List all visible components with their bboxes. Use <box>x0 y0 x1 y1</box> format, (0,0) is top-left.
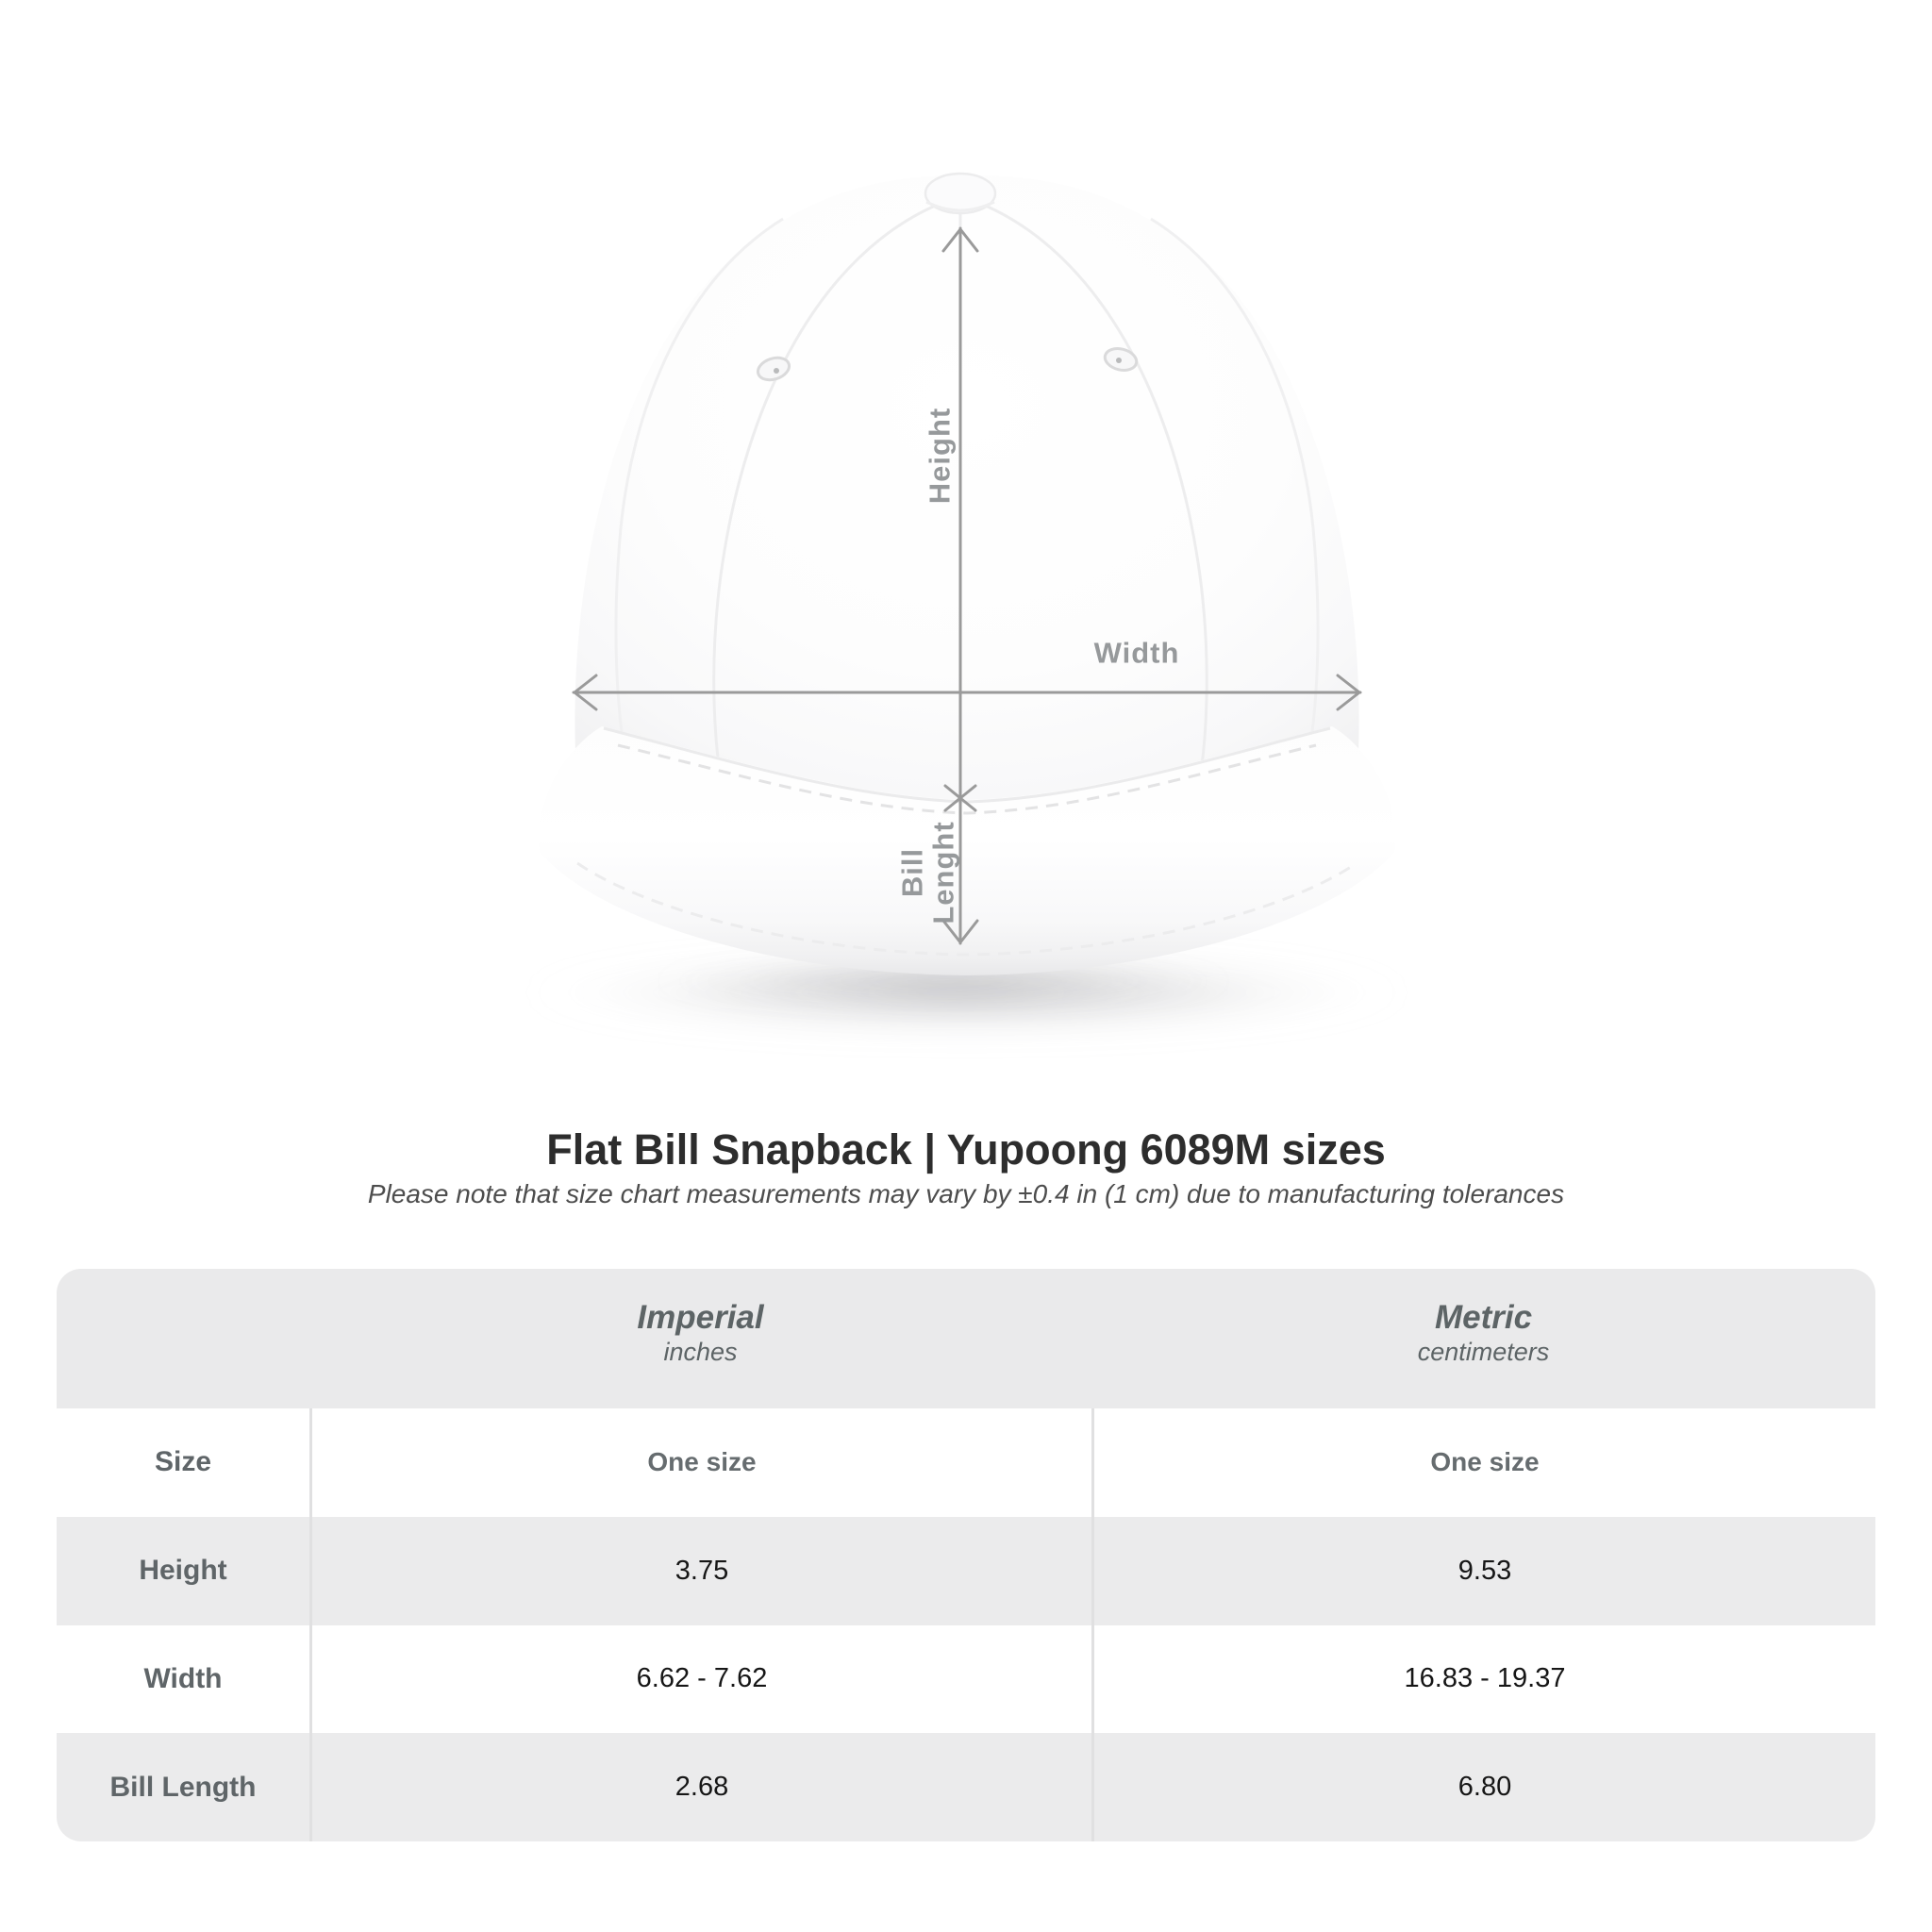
page-title: Flat Bill Snapback | Yupoong 6089M sizes <box>546 1125 1386 1174</box>
hat-button <box>925 174 995 213</box>
imperial-value: 3.75 <box>675 1555 729 1586</box>
header-cell-metric <box>1091 1269 1875 1408</box>
imperial-label: Imperial <box>637 1299 764 1336</box>
metric-unit-label: centimeters <box>1417 1338 1550 1367</box>
imperial-value-cell <box>309 1625 1091 1734</box>
row-label: Width <box>143 1662 223 1694</box>
metric-value-cell <box>1091 1733 1875 1841</box>
table-row-height <box>57 1517 1875 1625</box>
row-label-cell <box>57 1733 309 1841</box>
header-cell-imperial <box>309 1269 1091 1408</box>
metric-value: One size <box>1430 1447 1540 1477</box>
tolerance-note: Please note that size chart measurements may vary by ±0.4 in (1 cm) due to manufacturing tolerances <box>367 1179 1565 1208</box>
imperial-value: 2.68 <box>675 1772 729 1803</box>
metric-value: 16.83 - 19.37 <box>1404 1663 1566 1694</box>
metric-label: Metric <box>1434 1299 1533 1336</box>
row-label-cell <box>57 1517 309 1625</box>
header-cell-empty <box>57 1269 309 1408</box>
size-table-header <box>57 1269 1875 1408</box>
bill-length-label-line2: Lenght <box>927 821 960 924</box>
imperial-value: 6.62 - 7.62 <box>636 1663 768 1694</box>
bill-length-dimension-label <box>897 821 960 924</box>
height-dimension-label: Height <box>923 407 957 505</box>
metric-value-cell <box>1091 1625 1875 1734</box>
row-label-cell <box>57 1408 309 1517</box>
row-label: Height <box>139 1555 227 1587</box>
metric-value: 6.80 <box>1457 1772 1512 1803</box>
row-label-cell <box>57 1625 309 1734</box>
imperial-value-cell <box>309 1517 1091 1625</box>
imperial-unit-label: inches <box>663 1338 738 1367</box>
metric-value-cell <box>1091 1408 1875 1517</box>
imperial-value: One size <box>647 1447 757 1477</box>
row-label: Bill Length <box>109 1771 257 1803</box>
metric-value-cell <box>1091 1517 1875 1625</box>
imperial-value-cell <box>309 1408 1091 1517</box>
hat-crown <box>575 175 1358 817</box>
imperial-value-cell <box>309 1733 1091 1841</box>
size-table <box>57 1269 1875 1841</box>
metric-value: 9.53 <box>1457 1555 1512 1586</box>
table-row-bill-length <box>57 1733 1875 1841</box>
row-label: Size <box>154 1446 212 1478</box>
table-row-width <box>57 1625 1875 1734</box>
table-row-size <box>57 1408 1875 1517</box>
bill-length-label-line1: Bill <box>895 847 929 898</box>
width-dimension-label: Width <box>1093 636 1180 670</box>
size-table-body <box>57 1408 1875 1841</box>
